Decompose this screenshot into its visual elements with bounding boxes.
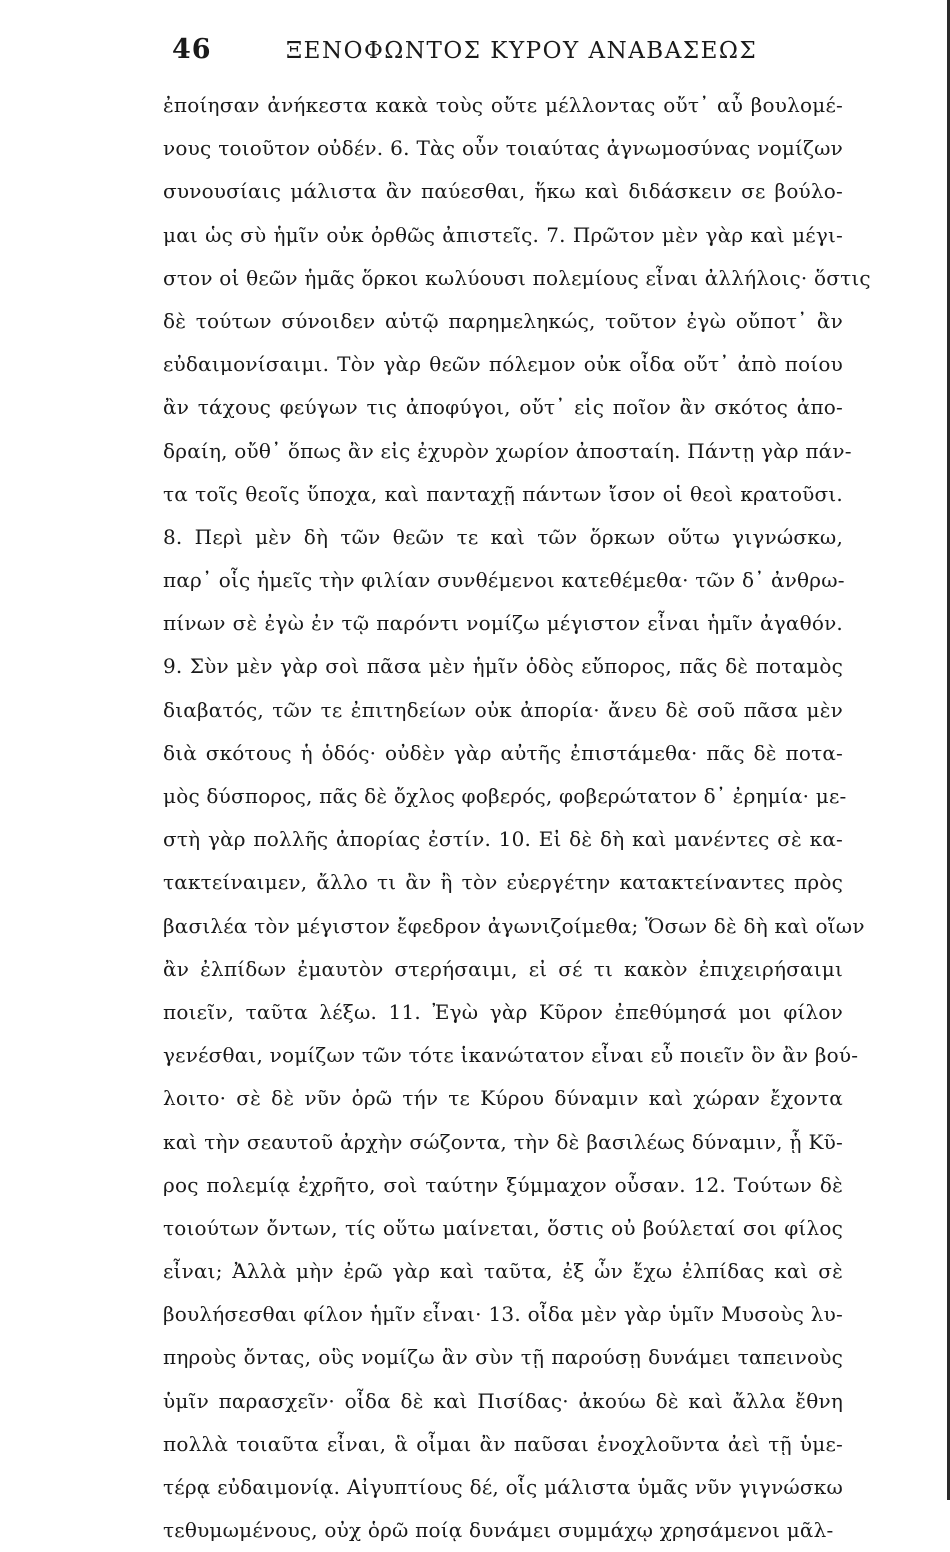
text-line: διὰ σκότους ἡ ὁδός· οὐδὲν γὰρ αὐτῆς ἐπιστάμεθα· πᾶς δὲ ποτα- [163, 740, 843, 765]
text-line: καὶ τὴν σεαυτοῦ ἀρχὴν σώζοντα, τὴν δὲ βασιλέως δύναμιν, ᾗ Κῦ- [163, 1129, 843, 1154]
text-line: εἶναι; Ἀλλὰ μὴν ἐρῶ γὰρ καὶ ταῦτα, ἐξ ὧν ἔχω ἐλπίδας καὶ σὲ [163, 1259, 843, 1284]
text-line: 9. Σὺν μὲν γὰρ σοὶ πᾶσα μὲν ἡμῖν ὁδὸς εὔπορος, πᾶς δὲ ποταμὸς [163, 654, 843, 679]
text-line: τοιούτων ὄντων, τίς οὕτω μαίνεται, ὅστις οὐ βούλεταί σοι φίλος [163, 1215, 843, 1240]
text-line: πίνων σὲ ἐγὼ ἐν τῷ παρόντι νομίζω μέγιστον εἶναι ἡμῖν ἀγαθόν. [163, 611, 843, 636]
text-line: τακτείναιμεν, ἄλλο τι ἂν ἢ τὸν εὐεργέτην κατακτείναντες πρὸς [163, 870, 843, 895]
text-line: στον οἱ θεῶν ἡμᾶς ὅρκοι κωλύουσι πολεμίους εἶναι ἀλλήλοις· ὅστις [163, 265, 871, 290]
greek-text-body [163, 84, 871, 1552]
text-line: τα τοῖς θεοῖς ὕποχα, καὶ πανταχῇ πάντων ἴσον οἱ θεοὶ κρατοῦσι. [163, 481, 843, 506]
text-line: βουλήσεσθαι φίλον ἡμῖν εἶναι· 13. οἶδα μὲν γὰρ ὑμῖν Μυσοὺς λυ- [163, 1302, 843, 1327]
text-line: συνουσίαις μάλιστα ἂν παύεσθαι, ἥκω καὶ διδάσκειν σε βούλο- [163, 179, 843, 204]
text-line: εὐδαιμονίσαιμι. Τὸν γὰρ θεῶν πόλεμον οὐκ οἶδα οὔτ᾽ ἀπὸ ποίου [163, 352, 843, 377]
text-line: παρ᾽ οἷς ἡμεῖς τὴν φιλίαν συνθέμενοι κατεθέμεθα· τῶν δ᾽ ἀνθρω- [163, 568, 845, 593]
text-line: ἐποίησαν ἀνήκεστα κακὰ τοὺς οὔτε μέλλοντας οὔτ᾽ αὖ βουλομέ- [163, 93, 843, 117]
text-line: βασιλέα τὸν μέγιστον ἔφεδρον ἀγωνιζοίμεθα; Ὅσων δὲ δὴ καὶ οἵων [163, 913, 865, 938]
running-title: ΞΕΝΟΦΩΝΤΟΣ ΚΥΡΟΥ ΑΝΑΒΑΣΕΩΣ [286, 38, 758, 64]
page-number: 46 [172, 34, 212, 65]
text-line: 8. Περὶ μὲν δὴ τῶν θεῶν τε καὶ τῶν ὅρκων οὕτω γιγνώσκω, [163, 524, 843, 549]
text-line: δραίη, οὔθ᾽ ὅπως ἂν εἰς ἐχυρὸν χωρίον ἀποσταίη. Πάντῃ γὰρ πάν- [163, 438, 852, 463]
text-line: ὑμῖν παρασχεῖν· οἶδα δὲ καὶ Πισίδας· ἀκούω δὲ καὶ ἄλλα ἔθνη [163, 1388, 843, 1413]
text-line: ποιεῖν, ταῦτα λέξω. 11. Ἐγὼ γὰρ Κῦρον ἐπεθύμησά μοι φίλον [163, 999, 843, 1024]
text-line: τεθυμωμένους, οὐχ ὁρῶ ποίᾳ δυνάμει συμμάχῳ χρησάμενοι μᾶλ- [163, 1518, 834, 1543]
text-line: ἂν τάχους φεύγων τις ἀποφύγοι, οὔτ᾽ εἰς ποῖον ἂν σκότος ἀπο- [163, 395, 843, 420]
text-line: γενέσθαι, νομίζων τῶν τότε ἱκανώτατον εἶναι εὖ ποιεῖν ὃν ἂν βού- [163, 1043, 859, 1068]
text-line: τέρᾳ εὐδαιμονίᾳ. Αἰγυπτίους δέ, οἷς μάλιστα ὑμᾶς νῦν γιγνώσκω [163, 1475, 843, 1499]
text-line: διαβατός, τῶν τε ἐπιτηδείων οὐκ ἀπορία· ἄνευ δὲ σοῦ πᾶσα μὲν [163, 697, 843, 722]
text-line: νους τοιοῦτον οὐδέν. 6. Τὰς οὖν τοιαύτας ἀγνωμοσύνας νομίζων [163, 136, 843, 161]
text-line: λοιτο· σὲ δὲ νῦν ὁρῶ τήν τε Κύρου δύναμιν καὶ χώραν ἔχοντα [163, 1086, 843, 1111]
text-line: πολλὰ τοιαῦτα εἶναι, ἃ οἶμαι ἂν παῦσαι ἐνοχλοῦντα ἀεὶ τῇ ὑμε- [163, 1431, 843, 1456]
text-line: πηροὺς ὄντας, οὓς νομίζω ἂν σὺν τῇ παρούσῃ δυνάμει ταπεινοὺς [163, 1345, 843, 1370]
text-line: ἂν ἐλπίδων ἐμαυτὸν στερήσαιμι, εἰ σέ τι κακὸν ἐπιχειρήσαιμι [163, 956, 843, 981]
page-header [172, 34, 852, 74]
text-line: μὸς δύσπορος, πᾶς δὲ ὄχλος φοβερός, φοβερώτατον δ᾽ ἐρημία· με- [163, 784, 847, 808]
text-line: στὴ γὰρ πολλῆς ἀπορίας ἐστίν. 10. Εἰ δὲ δὴ καὶ μανέντες σὲ κα- [163, 827, 843, 852]
text-line: ρος πολεμίᾳ ἐχρῆτο, σοὶ ταύτην ξύμμαχον οὖσαν. 12. Τούτων δὲ [163, 1172, 843, 1197]
text-line: μαι ὡς σὺ ἡμῖν οὐκ ὀρθῶς ἀπιστεῖς. 7. Πρῶτον μὲν γὰρ καὶ μέγι- [163, 222, 843, 247]
text-line: δὲ τούτων σύνοιδεν αὑτῷ παρημεληκώς, τοῦτον ἐγὼ οὔποτ᾽ ἂν [163, 308, 843, 333]
